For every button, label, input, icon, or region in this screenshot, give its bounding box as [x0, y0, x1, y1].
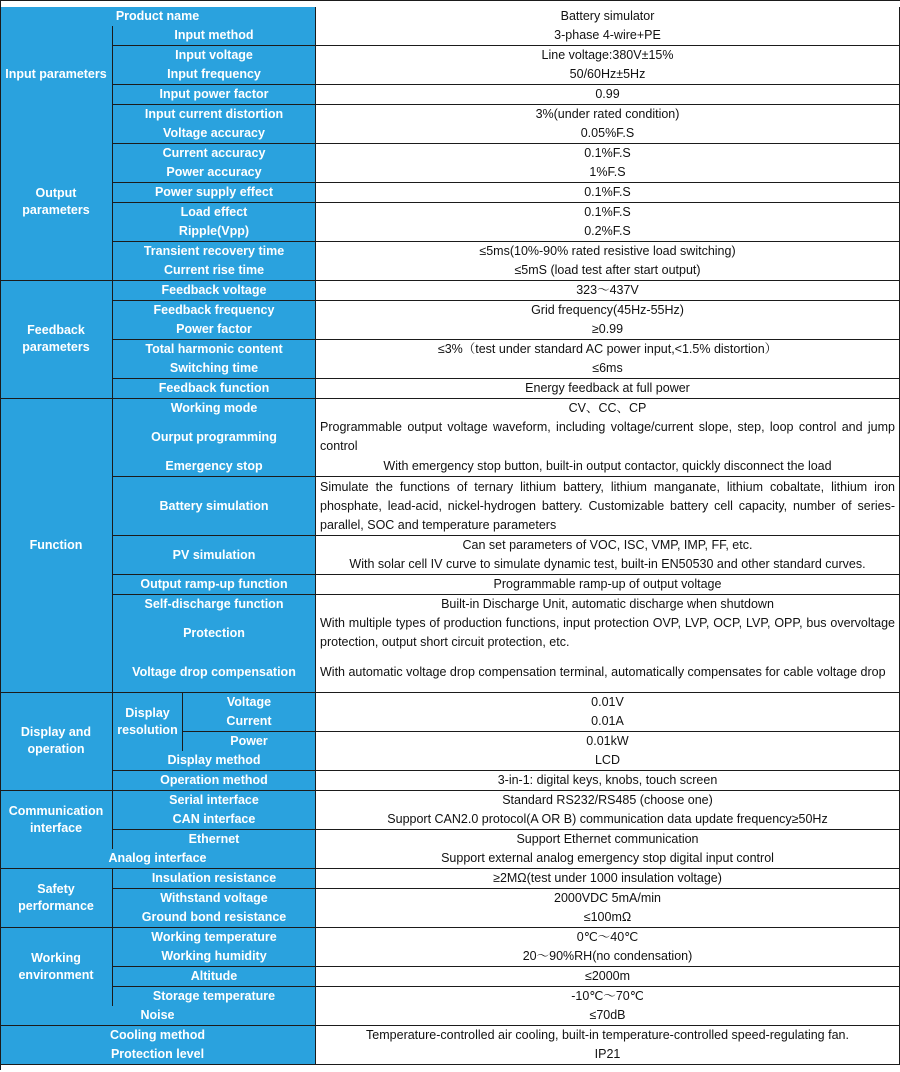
output-row-label: Power supply effect — [113, 183, 316, 203]
function-row-label: Working mode — [113, 399, 316, 419]
function-row-value-text: With multiple types of production functions, input protection OVP, LVP, OCP, LVP, OPP, bus overvoltage protection, output short circuit protection, etc. — [320, 616, 895, 650]
input-row-value: 3%(under rated condition) — [316, 105, 900, 125]
output-row-value: 0.1%F.S — [316, 203, 900, 223]
function-row-value — [316, 653, 900, 693]
feedback-group-label: Feedback parameters — [0, 281, 113, 399]
function-row-label: Output ramp-up function — [113, 575, 316, 595]
environment-row-label: Altitude — [113, 967, 316, 987]
input-row-value: 0.99 — [316, 85, 900, 105]
output-row-label: Current rise time — [113, 261, 316, 281]
output-row-label: Load effect — [113, 203, 316, 223]
input-row-value: 50/60Hz±5Hz — [316, 65, 900, 85]
safety-group-label: Safety performance — [0, 869, 113, 928]
feedback-row-value: ≤3%（test under standard AC power input,<1.5% distortion） — [316, 340, 900, 360]
function-row-value — [316, 536, 900, 576]
function-row-label: Ourput programming — [113, 418, 316, 458]
protection-level-value: IP21 — [316, 1045, 900, 1065]
cooling-method-value: Temperature-controlled air cooling, built-in temperature-controlled speed-regulating fan. — [316, 1026, 900, 1046]
safety-row-label: Insulation resistance — [113, 869, 316, 889]
function-row-label: Battery simulation — [113, 477, 316, 536]
output-row-label: Current accuracy — [113, 144, 316, 164]
safety-row-label: Ground bond resistance — [113, 908, 316, 928]
function-row-label: Self-discharge function — [113, 595, 316, 615]
function-row-label: PV simulation — [113, 536, 316, 576]
output-row-label: Transient recovery time — [113, 242, 316, 262]
communication-group-label: Communication interface — [0, 791, 113, 850]
output-row-value: 1%F.S — [316, 163, 900, 183]
feedback-row-label: Feedback function — [113, 379, 316, 399]
display-resolution-label: Display resolution — [113, 693, 183, 752]
feedback-row-label: Switching time — [113, 359, 316, 379]
output-row-label: Power accuracy — [113, 163, 316, 183]
feedback-row-value: ≥0.99 — [316, 320, 900, 340]
output-row-value: 0.1%F.S — [316, 183, 900, 203]
output-row-value: ≤5mS (load test after start output) — [316, 261, 900, 281]
function-row-value — [316, 418, 900, 458]
environment-row-label: Storage temperature — [113, 987, 316, 1007]
output-row-label: Voltage accuracy — [113, 124, 316, 144]
feedback-row-label: Feedback voltage — [113, 281, 316, 301]
function-row-value-line2: With solar cell IV curve to simulate dynamic test, built-in EN50530 and other standard curves. — [349, 557, 866, 572]
display-resolution-row-value: 0.01kW — [316, 732, 900, 752]
input-row-label: Input current distortion — [113, 105, 316, 125]
display-row-value: LCD — [316, 751, 900, 771]
function-row-value: CV、CC、CP — [316, 399, 900, 419]
feedback-row-label: Feedback frequency — [113, 301, 316, 321]
noise-label: Noise — [0, 1006, 316, 1026]
input-group-label: Input parameters — [0, 26, 113, 125]
function-row-value-line1: Can set parameters of VOC, ISC, VMP, IMP, FF, etc. — [462, 538, 753, 553]
feedback-row-value: ≤6ms — [316, 359, 900, 379]
environment-row-label: Working temperature — [113, 928, 316, 948]
communication-row-label: Ethernet — [113, 830, 316, 850]
feedback-row-label: Power factor — [113, 320, 316, 340]
safety-row-value: ≤100mΩ — [316, 908, 900, 928]
safety-row-label: Withstand voltage — [113, 889, 316, 909]
output-row-value: ≤5ms(10%-90% rated resistive load switching) — [316, 242, 900, 262]
input-row-label: Input frequency — [113, 65, 316, 85]
function-row-value-text: Programmable output voltage waveform, including voltage/current slope, step, loop control and jump control — [320, 420, 895, 454]
input-row-label: Input method — [113, 26, 316, 46]
feedback-row-value: Grid frequency(45Hz-55Hz) — [316, 301, 900, 321]
input-row-label: Input voltage — [113, 46, 316, 66]
function-row-value — [316, 614, 900, 654]
product-name-label: Product name — [0, 7, 316, 27]
function-row-value: Built-in Discharge Unit, automatic discharge when shutdown — [316, 595, 900, 615]
environment-group-label: Working environment — [0, 928, 113, 1007]
display-resolution-row-label: Voltage — [183, 693, 316, 713]
function-row-value: With emergency stop button, built-in output contactor, quickly disconnect the load — [316, 457, 900, 477]
communication-row-label: CAN interface — [113, 810, 316, 830]
analog-interface-label: Analog interface — [0, 849, 316, 869]
function-row-label: Protection — [113, 614, 316, 654]
display-resolution-row-value: 0.01V — [316, 693, 900, 713]
function-row-value-text: Simulate the functions of ternary lithium battery, lithium manganate, lithium cobaltate, lithium iron phosphate, lead-acid, nickel-hydrogen battery. Customizable battery cell capacity, number of series-parallel, SOC and temperature parameters — [320, 479, 895, 532]
function-row-value — [316, 477, 900, 536]
noise-value: ≤70dB — [316, 1006, 900, 1026]
display-resolution-row-value: 0.01A — [316, 712, 900, 732]
function-row-label: Voltage drop compensation — [113, 653, 316, 693]
function-row-label: Emergency stop — [113, 457, 316, 477]
safety-row-value: 2000VDC 5mA/min — [316, 889, 900, 909]
function-row-value-text: With automatic voltage drop compensation terminal, automatically compensates for cable voltage drop — [320, 665, 886, 680]
input-row-value: Line voltage:380V±15% — [316, 46, 900, 66]
output-row-value: 0.05%F.S — [316, 124, 900, 144]
feedback-row-value: 323～437V — [316, 281, 900, 301]
output-row-value: 0.2%F.S — [316, 222, 900, 242]
input-row-value: 3-phase 4-wire+PE — [316, 26, 900, 46]
display-group-label: Display and operation — [0, 693, 113, 792]
display-resolution-row-label: Current — [183, 712, 316, 732]
product-name-value: Battery simulator — [316, 7, 900, 27]
display-row-label: Operation method — [113, 771, 316, 791]
communication-row-value: Standard RS232/RS485 (choose one) — [316, 791, 900, 811]
safety-row-value: ≥2MΩ(test under 1000 insulation voltage) — [316, 869, 900, 889]
display-row-label: Display method — [113, 751, 316, 771]
output-row-label: Ripple(Vpp) — [113, 222, 316, 242]
analog-interface-value: Support external analog emergency stop digital input control — [316, 849, 900, 869]
cooling-method-label: Cooling method — [0, 1026, 316, 1046]
environment-row-value: 0℃～40℃ — [316, 928, 900, 948]
protection-level-label: Protection level — [0, 1045, 316, 1065]
function-row-value: Programmable ramp-up of output voltage — [316, 575, 900, 595]
communication-row-label: Serial interface — [113, 791, 316, 811]
feedback-row-label: Total harmonic content — [113, 340, 316, 360]
environment-row-value: ≤2000m — [316, 967, 900, 987]
communication-row-value: Support Ethernet communication — [316, 830, 900, 850]
function-group-label: Function — [0, 399, 113, 694]
output-group-label: Output parameters — [0, 124, 113, 281]
environment-row-value: 20～90%RH(no condensation) — [316, 947, 900, 967]
display-resolution-row-label: Power — [183, 732, 316, 752]
output-row-value: 0.1%F.S — [316, 144, 900, 164]
display-row-value: 3-in-1: digital keys, knobs, touch screen — [316, 771, 900, 791]
communication-row-value: Support CAN2.0 protocol(A OR B) communication data update frequency≥50Hz — [316, 810, 900, 830]
feedback-row-value: Energy feedback at full power — [316, 379, 900, 399]
environment-row-value: -10℃～70℃ — [316, 987, 900, 1007]
input-row-label: Input power factor — [113, 85, 316, 105]
environment-row-label: Working humidity — [113, 947, 316, 967]
